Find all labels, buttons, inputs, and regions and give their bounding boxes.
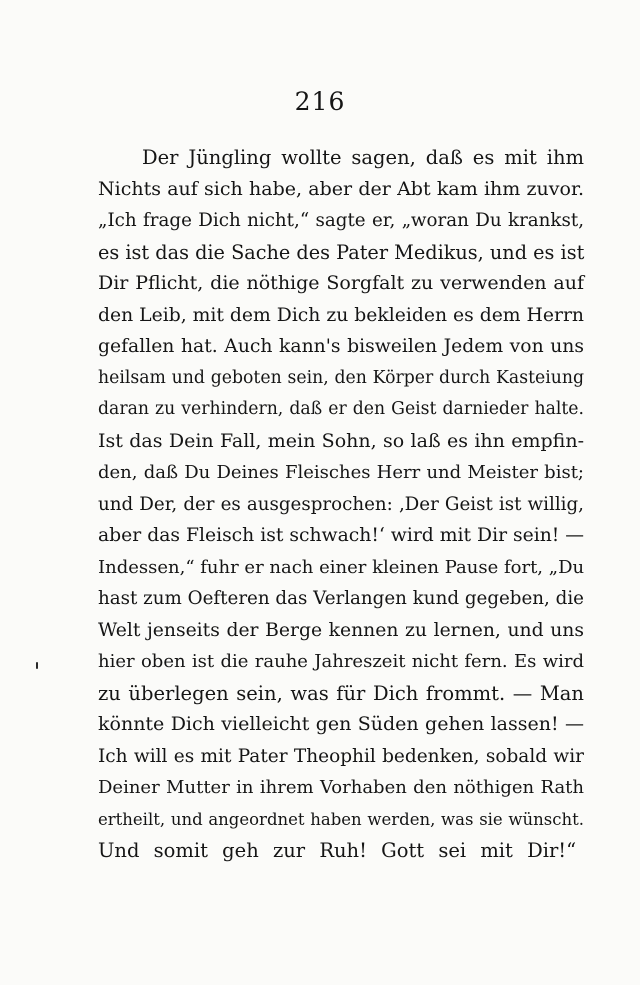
text-line: Ich will es mit Pater Theophil bedenken, sobald wir <box>98 745 584 767</box>
text-line: „Ich frage Dich nicht,“ sagte er, „woran Du krankst, <box>98 210 584 231</box>
text-line: und Der, der es ausgesprochen: ‚Der Geist ist willig, <box>98 493 584 515</box>
text-line: den Leib, mit dem Dich zu bekleiden es dem Herrn <box>98 304 584 326</box>
body-text <box>98 142 584 867</box>
text-line: Ist das Dein Fall, mein Sohn, so laß es ihn empfin- <box>98 429 584 452</box>
text-line: Und somit geh zur Ruh! Gott sei mit Dir!“ <box>98 839 577 862</box>
text-line: Deiner Mutter in ihrem Vorhaben den nöthigen Rath <box>98 777 584 798</box>
text-line: Nichts auf sich habe, aber der Abt kam ihm zuvor. <box>98 177 584 200</box>
text-line: daran zu verhindern, daß er den Geist darnieder halte. <box>98 399 584 419</box>
text-line: den, daß Du Deines Fleisches Herr und Meister bist; <box>98 462 584 483</box>
text-line: Indessen,“ fuhr er nach einer kleinen Pause fort, „Du <box>98 556 585 578</box>
text-line: Der Jüngling wollte sagen, daß es mit ihm <box>142 146 584 169</box>
paper-speck <box>36 662 38 669</box>
text-line: Welt jenseits der Berge kennen zu lernen, und uns <box>98 619 584 641</box>
text-line: Dir Pflicht, die nöthige Sorgfalt zu verwenden auf <box>98 272 584 294</box>
text-line: es ist das die Sache des Pater Medikus, und es ist <box>98 240 585 264</box>
text-line: zu überlegen sein, was für Dich frommt. — Man <box>98 681 584 705</box>
text-line: heilsam und geboten sein, den Körper durch Kasteiung <box>98 367 584 388</box>
page-number: 216 <box>294 87 346 116</box>
text-line: hast zum Oefteren das Verlangen kund gegeben, die <box>98 588 584 609</box>
text-line: aber das Fleisch ist schwach!‘ wird mit Dir sein! — <box>98 525 585 546</box>
text-line: ertheilt, und angeordnet haben werden, was sie wünscht. <box>98 809 584 829</box>
text-line: gefallen hat. Auch kann's bisweilen Jedem von uns <box>98 336 584 357</box>
text-line: hier oben ist die rauhe Jahreszeit nicht fern. Es wird <box>98 651 584 672</box>
text-line: könnte Dich vielleicht gen Süden gehen lassen! — <box>98 713 584 735</box>
